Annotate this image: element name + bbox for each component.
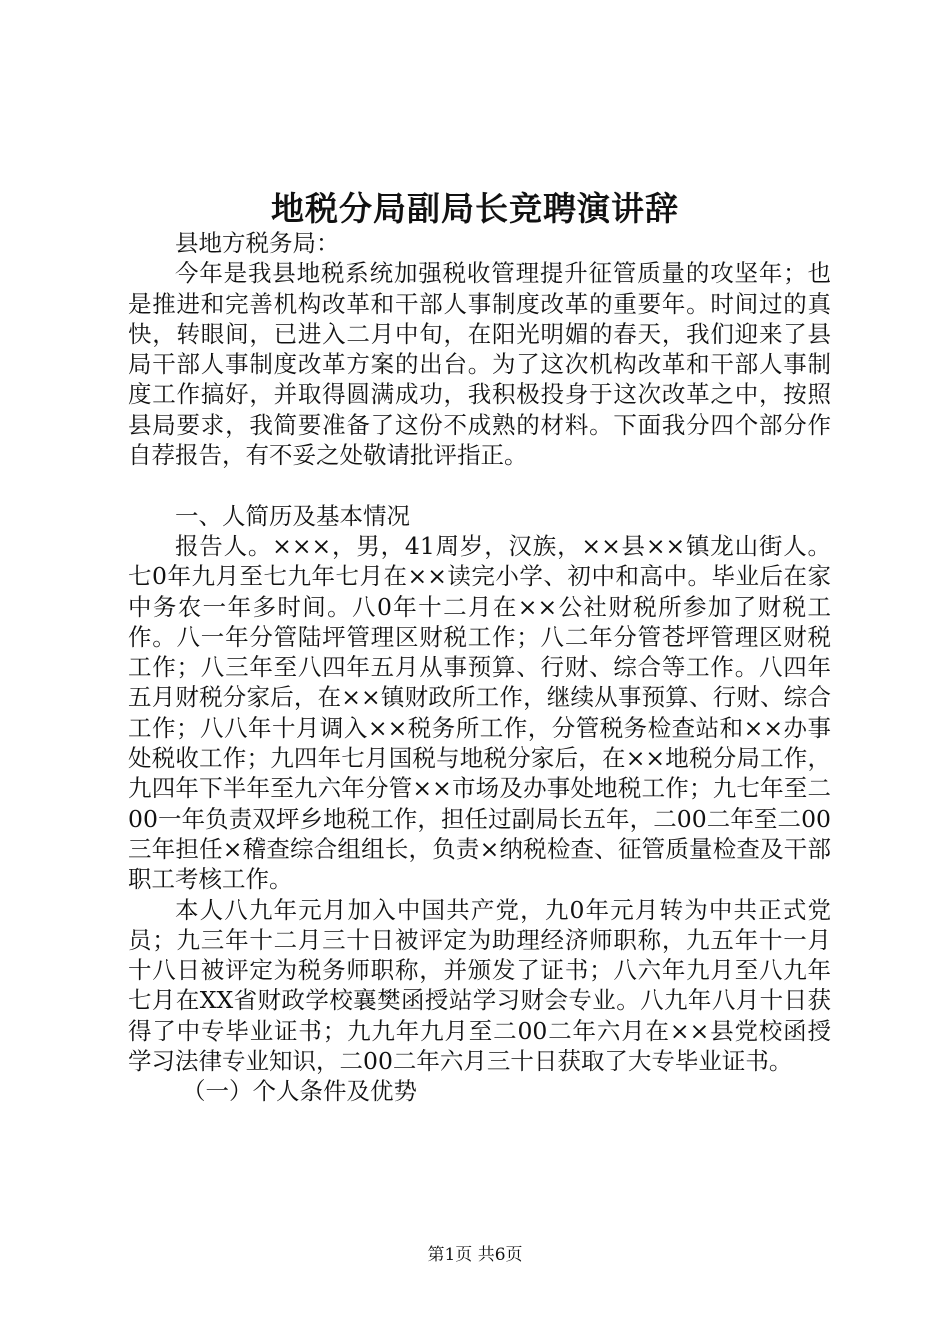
page-number: 第1页 共6页 [427,1245,523,1265]
salutation: 县地方税务局： [175,229,340,257]
document-body [128,228,831,1107]
education-paragraph: 本人八九年元月加入中国共产党，九0年元月转为中共正式党员；九三年十二月三十日被评定为助理经济师职称，九五年十一月十八日被评定为税务师职称，并颁发了证书；八六年九月至八九年七月在XX省财政学校襄樊函授站学习财会专业。八九年八月十日获得了中专毕业证书；九九年九月至二00二年六月在××县党校函授学习法律专业知识，二00二年六月三十日获取了大专毕业证书。 [128,895,831,1076]
bio-paragraph: 报告人。×××，男，41周岁，汉族，××县××镇龙山街人。七0年九月至七九年七月在××读完小学、初中和高中。毕业后在家中务农一年多时间。八0年十二月在××公社财税所参加了财税工作。八一年分管陆坪管理区财税工作；八二年分管苍坪管理区财税工作；八三年至八四年五月从事预算、行财、综合等工作。八四年五月财税分家后，在××镇财政所工作，继续从事预算、行财、综合工作；八八年十月调入××税务所工作，分管税务检查站和××办事处税收工作；九四年七月国税与地税分家后，在××地税分局工作，九四年下半年至九六年分管××市场及办事处地税工作；九七年至二00一年负责双坪乡地税工作，担任过副局长五年，二00二年至二00三年担任×稽查综合组组长，负责×纳税检查、征管质量检查及干部职工考核工作。 [128,531,831,894]
document-title: 地税分局副局长竞聘演讲辞 [271,189,679,228]
subsection-heading: （一）个人条件及优势 [182,1077,418,1106]
intro-paragraph: 今年是我县地税系统加强税收管理提升征管质量的攻坚年；也是推进和完善机构改革和干部人事制度改革的重要年。时间过的真快，转眼间，已进入二月中旬，在阳光明媚的春天，我们迎来了县局干部人事制度改革方案的出台。为了这次机构改革和干部人事制度工作搞好，并取得圆满成功，我积极投身于这次改革之中，按照县局要求，我简要准备了这份不成熟的材料。下面我分四个部分作自荐报告，有不妥之处敬请批评指正。 [128,259,831,470]
section-heading: 一、人简历及基本情况 [175,501,410,530]
